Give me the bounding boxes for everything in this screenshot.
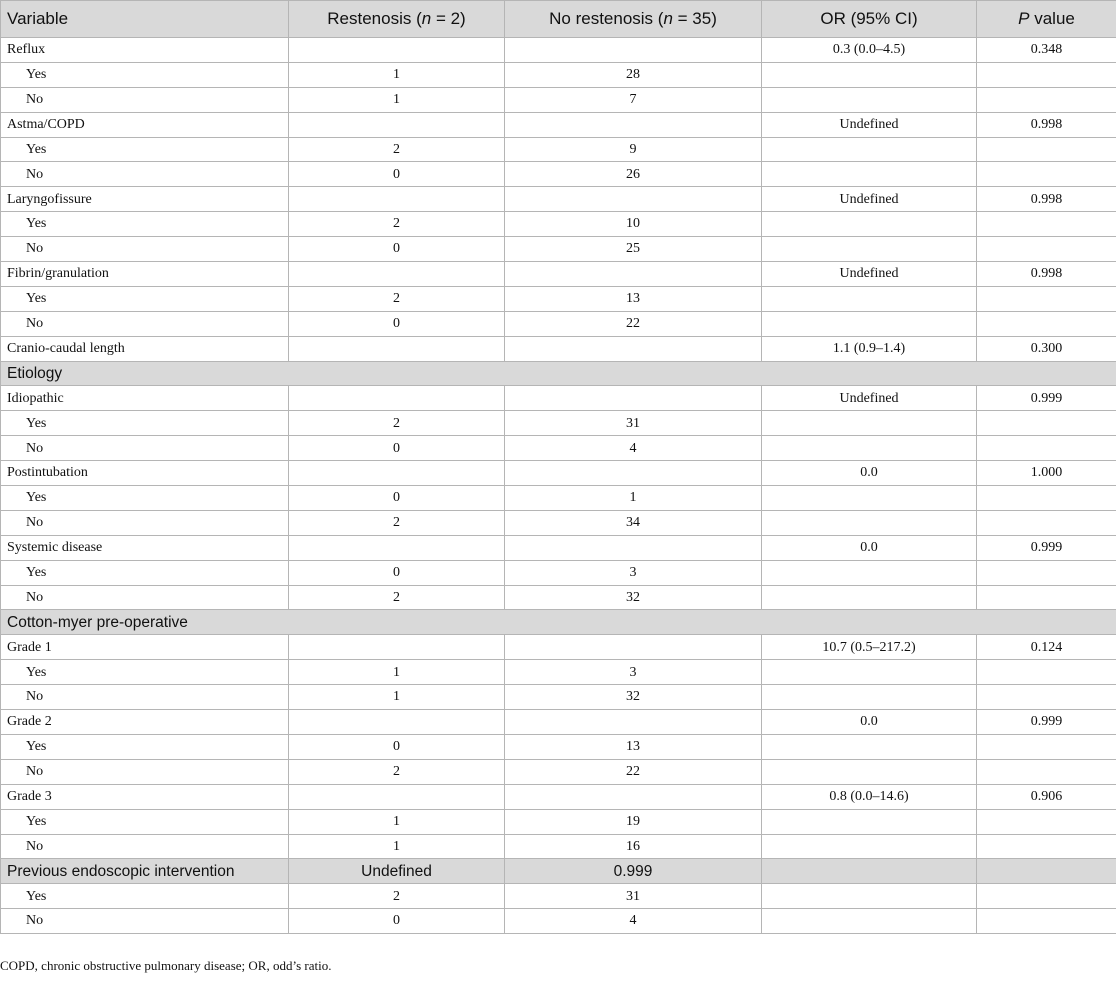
variable-label: Cranio-caudal length — [1, 336, 289, 361]
restenosis-count: 0 — [289, 486, 505, 511]
odds-ratio: 0.8 (0.0–14.6) — [762, 784, 977, 809]
odds-ratio: 1.1 (0.9–1.4) — [762, 336, 977, 361]
variable-row — [1, 336, 1116, 361]
restenosis-count: 2 — [289, 411, 505, 436]
restenosis-count — [289, 38, 505, 63]
odds-ratio — [762, 834, 977, 859]
category-label: No — [1, 510, 289, 535]
variable-row — [1, 461, 1116, 486]
category-row — [1, 560, 1116, 585]
no-restenosis-count: 13 — [505, 734, 762, 759]
category-label: Yes — [1, 411, 289, 436]
no-restenosis-count — [505, 784, 762, 809]
header-variable: Variable — [1, 1, 289, 38]
no-restenosis-count: 10 — [505, 212, 762, 237]
no-restenosis-count: 34 — [505, 510, 762, 535]
odds-ratio — [762, 909, 977, 934]
category-label: No — [1, 162, 289, 187]
odds-ratio: 10.7 (0.5–217.2) — [762, 635, 977, 660]
restenosis-count — [289, 784, 505, 809]
category-row — [1, 162, 1116, 187]
p-value — [977, 286, 1116, 311]
p-value — [977, 834, 1116, 859]
category-label: Yes — [1, 286, 289, 311]
odds-ratio: Undefined — [762, 187, 977, 212]
odds-ratio — [762, 436, 977, 461]
p-value — [977, 660, 1116, 685]
category-label: No — [1, 759, 289, 784]
category-row — [1, 834, 1116, 859]
category-label: No — [1, 237, 289, 262]
odds-ratio — [762, 510, 977, 535]
section-or-value: Undefined — [289, 859, 505, 884]
p-value — [977, 137, 1116, 162]
p-value — [977, 311, 1116, 336]
restenosis-count — [289, 112, 505, 137]
odds-ratio — [762, 162, 977, 187]
restenosis-count — [289, 187, 505, 212]
restenosis-count — [289, 262, 505, 287]
category-row — [1, 685, 1116, 710]
p-value — [977, 909, 1116, 934]
odds-ratio — [762, 809, 977, 834]
no-restenosis-count: 22 — [505, 311, 762, 336]
p-value: 0.998 — [977, 262, 1116, 287]
category-row — [1, 909, 1116, 934]
header-p-value: P value — [977, 1, 1116, 38]
category-row — [1, 486, 1116, 511]
section-label: Etiology — [1, 361, 1116, 386]
section-header-row — [1, 610, 1116, 635]
restenosis-count: 0 — [289, 436, 505, 461]
odds-ratio — [762, 685, 977, 710]
restenosis-count: 0 — [289, 734, 505, 759]
restenosis-count — [289, 386, 505, 411]
odds-ratio — [762, 560, 977, 585]
odds-ratio: 0.0 — [762, 461, 977, 486]
odds-ratio — [762, 411, 977, 436]
restenosis-count: 2 — [289, 212, 505, 237]
p-value — [977, 685, 1116, 710]
restenosis-count — [289, 710, 505, 735]
odds-ratio — [762, 137, 977, 162]
p-value — [977, 560, 1116, 585]
table-header — [1, 1, 1116, 38]
category-row — [1, 62, 1116, 87]
p-value — [977, 486, 1116, 511]
restenosis-count: 1 — [289, 62, 505, 87]
p-value: 0.124 — [977, 635, 1116, 660]
no-restenosis-count — [505, 461, 762, 486]
restenosis-count: 0 — [289, 237, 505, 262]
section-header-row — [1, 859, 1116, 884]
table-body — [1, 38, 1116, 934]
variable-row — [1, 635, 1116, 660]
empty-cell — [977, 859, 1116, 884]
variable-label: Idiopathic — [1, 386, 289, 411]
section-label: Previous endoscopic intervention — [1, 859, 289, 884]
no-restenosis-count: 22 — [505, 759, 762, 784]
no-restenosis-count: 25 — [505, 237, 762, 262]
restenosis-count — [289, 336, 505, 361]
category-label: Yes — [1, 486, 289, 511]
category-row — [1, 311, 1116, 336]
restenosis-count: 2 — [289, 510, 505, 535]
odds-ratio — [762, 311, 977, 336]
category-label: No — [1, 685, 289, 710]
restenosis-count: 0 — [289, 311, 505, 336]
restenosis-count: 0 — [289, 162, 505, 187]
category-row — [1, 884, 1116, 909]
p-value — [977, 237, 1116, 262]
variable-row — [1, 38, 1116, 63]
restenosis-count: 1 — [289, 685, 505, 710]
restenosis-count: 2 — [289, 585, 505, 610]
category-label: Yes — [1, 137, 289, 162]
p-value: 0.999 — [977, 535, 1116, 560]
p-value — [977, 62, 1116, 87]
odds-ratio — [762, 486, 977, 511]
category-label: Yes — [1, 560, 289, 585]
variable-label: Grade 1 — [1, 635, 289, 660]
p-value — [977, 884, 1116, 909]
category-row — [1, 660, 1116, 685]
p-value: 1.000 — [977, 461, 1116, 486]
p-value — [977, 87, 1116, 112]
odds-ratio — [762, 734, 977, 759]
variable-label: Postintubation — [1, 461, 289, 486]
p-value — [977, 411, 1116, 436]
restenosis-count — [289, 535, 505, 560]
no-restenosis-count: 32 — [505, 685, 762, 710]
category-label: Yes — [1, 660, 289, 685]
no-restenosis-count: 9 — [505, 137, 762, 162]
variable-label: Systemic disease — [1, 535, 289, 560]
no-restenosis-count — [505, 262, 762, 287]
no-restenosis-count: 26 — [505, 162, 762, 187]
odds-ratio — [762, 884, 977, 909]
category-label: Yes — [1, 809, 289, 834]
no-restenosis-count — [505, 535, 762, 560]
no-restenosis-count: 31 — [505, 411, 762, 436]
category-row — [1, 734, 1116, 759]
variable-row — [1, 112, 1116, 137]
p-value: 0.999 — [977, 710, 1116, 735]
p-value: 0.906 — [977, 784, 1116, 809]
variable-row — [1, 535, 1116, 560]
no-restenosis-count — [505, 635, 762, 660]
category-row — [1, 212, 1116, 237]
restenosis-count — [289, 635, 505, 660]
restenosis-count: 0 — [289, 560, 505, 585]
p-value — [977, 212, 1116, 237]
category-row — [1, 585, 1116, 610]
odds-ratio — [762, 212, 977, 237]
category-row — [1, 411, 1116, 436]
p-value: 0.998 — [977, 112, 1116, 137]
no-restenosis-count: 13 — [505, 286, 762, 311]
odds-ratio: 0.0 — [762, 710, 977, 735]
odds-ratio: Undefined — [762, 262, 977, 287]
variable-label: Fibrin/granulation — [1, 262, 289, 287]
no-restenosis-count — [505, 336, 762, 361]
category-row — [1, 809, 1116, 834]
odds-ratio: 0.0 — [762, 535, 977, 560]
category-row — [1, 286, 1116, 311]
variable-label: Astma/COPD — [1, 112, 289, 137]
category-label: No — [1, 311, 289, 336]
category-label: Yes — [1, 212, 289, 237]
category-row — [1, 759, 1116, 784]
category-label: No — [1, 585, 289, 610]
no-restenosis-count — [505, 386, 762, 411]
section-p-value: 0.999 — [505, 859, 762, 884]
variable-row — [1, 187, 1116, 212]
p-value — [977, 510, 1116, 535]
no-restenosis-count: 1 — [505, 486, 762, 511]
no-restenosis-count: 16 — [505, 834, 762, 859]
category-row — [1, 137, 1116, 162]
variable-label: Laryngofissure — [1, 187, 289, 212]
odds-ratio — [762, 87, 977, 112]
odds-ratio — [762, 759, 977, 784]
no-restenosis-count: 7 — [505, 87, 762, 112]
no-restenosis-count: 28 — [505, 62, 762, 87]
restenosis-count: 2 — [289, 759, 505, 784]
p-value — [977, 585, 1116, 610]
odds-ratio — [762, 585, 977, 610]
p-value — [977, 436, 1116, 461]
p-value: 0.348 — [977, 38, 1116, 63]
category-row — [1, 237, 1116, 262]
empty-cell — [762, 859, 977, 884]
header-no-restenosis: No restenosis (n = 35) — [505, 1, 762, 38]
no-restenosis-count: 4 — [505, 909, 762, 934]
variable-row — [1, 710, 1116, 735]
restenosis-count — [289, 461, 505, 486]
restenosis-count: 2 — [289, 884, 505, 909]
no-restenosis-count: 3 — [505, 560, 762, 585]
no-restenosis-count: 3 — [505, 660, 762, 685]
category-row — [1, 87, 1116, 112]
no-restenosis-count: 19 — [505, 809, 762, 834]
header-restenosis: Restenosis (n = 2) — [289, 1, 505, 38]
no-restenosis-count: 32 — [505, 585, 762, 610]
odds-ratio: Undefined — [762, 386, 977, 411]
variable-label: Grade 2 — [1, 710, 289, 735]
variable-row — [1, 262, 1116, 287]
no-restenosis-count: 4 — [505, 436, 762, 461]
category-label: Yes — [1, 62, 289, 87]
p-value — [977, 162, 1116, 187]
p-value — [977, 734, 1116, 759]
odds-ratio — [762, 237, 977, 262]
header-row — [1, 1, 1116, 38]
category-row — [1, 510, 1116, 535]
category-label: No — [1, 909, 289, 934]
category-label: Yes — [1, 884, 289, 909]
restenosis-count: 2 — [289, 137, 505, 162]
category-label: No — [1, 87, 289, 112]
variable-row — [1, 386, 1116, 411]
odds-ratio: 0.3 (0.0–4.5) — [762, 38, 977, 63]
no-restenosis-count — [505, 112, 762, 137]
category-label: No — [1, 834, 289, 859]
variable-label: Grade 3 — [1, 784, 289, 809]
p-value — [977, 809, 1116, 834]
odds-ratio: Undefined — [762, 112, 977, 137]
no-restenosis-count: 31 — [505, 884, 762, 909]
p-value — [977, 759, 1116, 784]
category-label: No — [1, 436, 289, 461]
header-odds-ratio: OR (95% CI) — [762, 1, 977, 38]
no-restenosis-count — [505, 710, 762, 735]
restenosis-count: 1 — [289, 834, 505, 859]
category-row — [1, 436, 1116, 461]
table-footnote: COPD, chronic obstructive pulmonary disease; OR, odd’s ratio. — [0, 958, 332, 973]
no-restenosis-count — [505, 38, 762, 63]
p-value: 0.998 — [977, 187, 1116, 212]
p-value: 0.300 — [977, 336, 1116, 361]
restenosis-count: 1 — [289, 87, 505, 112]
no-restenosis-count — [505, 187, 762, 212]
variable-label: Reflux — [1, 38, 289, 63]
restenosis-count: 1 — [289, 660, 505, 685]
section-header-row — [1, 361, 1116, 386]
restenosis-count: 0 — [289, 909, 505, 934]
restenosis-count: 2 — [289, 286, 505, 311]
category-label: Yes — [1, 734, 289, 759]
odds-ratio — [762, 286, 977, 311]
p-value: 0.999 — [977, 386, 1116, 411]
odds-ratio — [762, 62, 977, 87]
section-label: Cotton-myer pre-operative — [1, 610, 1116, 635]
variable-row — [1, 784, 1116, 809]
restenosis-count: 1 — [289, 809, 505, 834]
odds-ratio — [762, 660, 977, 685]
